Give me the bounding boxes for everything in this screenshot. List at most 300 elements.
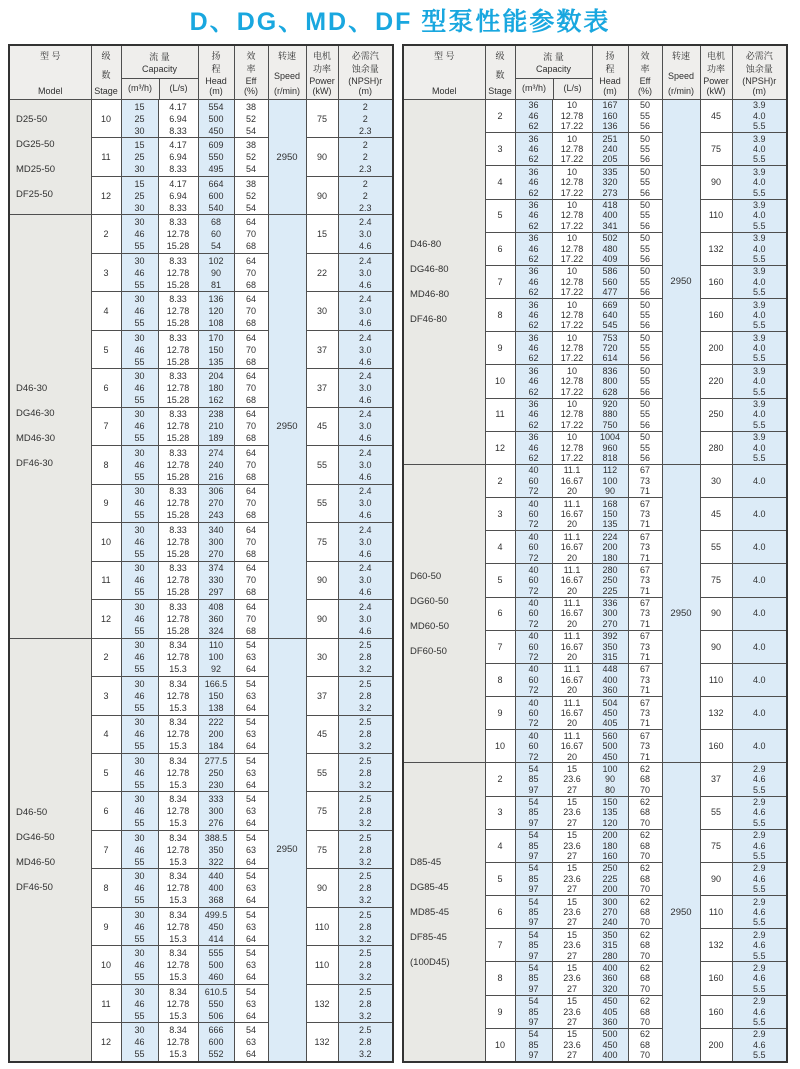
capacity-ls-cell: 11.1 16.67 20 (552, 531, 592, 564)
capacity-ls-cell: 10 12.78 17.22 (552, 100, 592, 133)
power-cell: 132 (306, 1023, 338, 1062)
stage-cell: 7 (91, 830, 121, 868)
npsh-cell: 2.5 2.8 3.2 (338, 946, 393, 984)
stage-cell: 6 (485, 232, 515, 265)
head-cell: 274 240 216 (198, 446, 234, 484)
col-header-speed: 转速 Speed (r/min) (662, 45, 700, 100)
model-name: D46-30 (16, 383, 48, 395)
npsh-cell: 3.9 4.0 5.5 (732, 365, 787, 398)
capacity-m3h-cell: 36 46 62 (515, 299, 552, 332)
head-cell: 418 400 341 (592, 199, 628, 232)
head-cell: 586 560 477 (592, 265, 628, 298)
pump-table-left (8, 44, 394, 1063)
stage-cell: 2 (485, 464, 515, 497)
head-cell: 610.5 550 506 (198, 984, 234, 1022)
capacity-ls-cell: 10 12.78 17.22 (552, 166, 592, 199)
stage-cell: 10 (485, 730, 515, 763)
stage-cell: 6 (91, 369, 121, 407)
speed-cell: 2950 (268, 100, 306, 215)
eff-cell: 50 55 56 (628, 299, 662, 332)
eff-cell: 64 70 68 (234, 292, 268, 330)
head-cell: 200 180 160 (592, 829, 628, 862)
capacity-m3h-cell: 54 85 97 (515, 796, 552, 829)
head-cell: 609 550 495 (198, 138, 234, 176)
capacity-m3h-cell: 36 46 62 (515, 332, 552, 365)
stage-cell: 2 (485, 763, 515, 796)
capacity-m3h-cell: 30 46 55 (121, 753, 158, 791)
power-cell: 250 (700, 398, 732, 431)
capacity-ls-cell: 8.34 12.78 15.3 (158, 792, 198, 830)
npsh-cell: 2.4 3.0 4.6 (338, 253, 393, 291)
power-cell: 37 (306, 330, 338, 368)
stage-cell: 8 (91, 869, 121, 907)
eff-cell: 50 55 56 (628, 232, 662, 265)
npsh-cell: 2.4 3.0 4.6 (338, 369, 393, 407)
header-row (403, 45, 787, 100)
head-cell: 408 360 324 (198, 600, 234, 638)
capacity-ls-cell: 4.17 6.94 8.33 (158, 100, 198, 138)
model-name: D46-50 (16, 806, 48, 818)
model-cell (403, 100, 485, 465)
npsh-cell: 2.4 3.0 4.6 (338, 484, 393, 522)
capacity-m3h-cell: 36 46 62 (515, 133, 552, 166)
stage-cell: 8 (485, 663, 515, 696)
head-cell: 554 500 450 (198, 100, 234, 138)
capacity-m3h-cell: 30 46 55 (121, 638, 158, 676)
eff-cell: 54 63 64 (234, 792, 268, 830)
eff-cell: 54 63 64 (234, 869, 268, 907)
npsh-cell: 2.9 4.6 5.5 (732, 796, 787, 829)
capacity-m3h-cell: 54 85 97 (515, 962, 552, 995)
capacity-m3h-cell: 40 60 72 (515, 464, 552, 497)
pump-spec-table (402, 44, 788, 1063)
eff-cell: 50 55 56 (628, 199, 662, 232)
model-cell (9, 638, 91, 1062)
capacity-ls-cell: 10 12.78 17.22 (552, 199, 592, 232)
stage-cell: 7 (91, 407, 121, 445)
eff-cell: 64 70 68 (234, 484, 268, 522)
col-header-speed: 转速 Speed (r/min) (268, 45, 306, 100)
stage-cell: 9 (91, 907, 121, 945)
head-cell: 280 250 225 (592, 564, 628, 597)
head-cell: 450 405 360 (592, 995, 628, 1028)
stage-cell: 2 (91, 215, 121, 253)
stage-cell: 10 (485, 1028, 515, 1062)
head-cell: 110 100 92 (198, 638, 234, 676)
model-name: D25-50 (16, 114, 48, 126)
pump-table-right (402, 44, 788, 1063)
npsh-cell: 4.0 (732, 663, 787, 696)
capacity-ls-cell: 15 23.6 27 (552, 896, 592, 929)
capacity-ls-cell: 8.34 12.78 15.3 (158, 946, 198, 984)
power-cell: 45 (306, 407, 338, 445)
eff-cell: 62 68 70 (628, 995, 662, 1028)
head-cell: 440 400 368 (198, 869, 234, 907)
capacity-ls-cell: 8.34 12.78 15.3 (158, 1023, 198, 1062)
model-name: MD60-50 (410, 620, 450, 632)
capacity-m3h-cell: 36 46 62 (515, 365, 552, 398)
capacity-ls-cell: 8.33 12.78 15.28 (158, 215, 198, 253)
model-name: D60-50 (410, 570, 442, 582)
col-header-capacity: 流 量 Capacity (m³/h) (L/s) (515, 45, 592, 100)
col-header-model: 型 号 Model (9, 45, 91, 100)
col-header-power: 电机 功率 Power (kW) (700, 45, 732, 100)
stage-cell: 3 (91, 253, 121, 291)
npsh-cell: 2.5 2.8 3.2 (338, 1023, 393, 1062)
power-cell: 280 (700, 431, 732, 464)
power-cell: 90 (306, 176, 338, 214)
power-cell: 45 (306, 715, 338, 753)
stage-cell: 7 (485, 929, 515, 962)
power-cell: 200 (700, 332, 732, 365)
power-cell: 132 (700, 232, 732, 265)
npsh-cell: 3.9 4.0 5.5 (732, 431, 787, 464)
power-cell: 220 (700, 365, 732, 398)
npsh-cell: 2 2 2.3 (338, 176, 393, 214)
col-header-ls: (L/s) (563, 83, 582, 93)
eff-cell: 54 63 64 (234, 753, 268, 791)
eff-cell: 64 70 68 (234, 523, 268, 561)
capacity-m3h-cell: 54 85 97 (515, 862, 552, 895)
col-header-ls: (L/s) (169, 83, 188, 93)
head-cell: 222 200 184 (198, 715, 234, 753)
head-cell: 502 480 409 (592, 232, 628, 265)
speed-cell: 2950 (662, 464, 700, 763)
eff-cell: 67 73 71 (628, 564, 662, 597)
stage-cell: 9 (485, 995, 515, 1028)
capacity-m3h-cell: 30 46 55 (121, 792, 158, 830)
power-cell: 75 (700, 133, 732, 166)
stage-cell: 7 (485, 630, 515, 663)
power-cell: 30 (700, 464, 732, 497)
head-cell: 753 720 614 (592, 332, 628, 365)
model-name: MD46-50 (16, 856, 56, 868)
capacity-m3h-cell: 30 46 55 (121, 715, 158, 753)
col-header-eff: 效 率 Eff (%) (234, 45, 268, 100)
power-cell: 110 (700, 199, 732, 232)
model-name: MD46-30 (16, 433, 56, 445)
eff-cell: 50 55 56 (628, 431, 662, 464)
stage-cell: 4 (485, 829, 515, 862)
capacity-ls-cell: 8.33 12.78 15.28 (158, 446, 198, 484)
head-cell: 224 200 180 (592, 531, 628, 564)
npsh-cell: 4.0 (732, 630, 787, 663)
head-cell: 168 150 135 (592, 498, 628, 531)
stage-cell: 2 (91, 638, 121, 676)
model-name: DG46-80 (410, 263, 449, 275)
power-cell: 132 (306, 984, 338, 1022)
stage-cell: 4 (91, 715, 121, 753)
stage-cell: 3 (485, 498, 515, 531)
eff-cell: 64 70 68 (234, 561, 268, 599)
stage-cell: 9 (485, 697, 515, 730)
power-cell: 55 (306, 446, 338, 484)
npsh-cell: 4.0 (732, 697, 787, 730)
npsh-cell: 4.0 (732, 531, 787, 564)
head-cell: 350 315 280 (592, 929, 628, 962)
eff-cell: 62 68 70 (628, 862, 662, 895)
eff-cell: 38 52 54 (234, 176, 268, 214)
capacity-ls-cell: 11.1 16.67 20 (552, 464, 592, 497)
capacity-ls-cell: 15 23.6 27 (552, 829, 592, 862)
stage-cell: 3 (91, 677, 121, 715)
head-cell: 150 135 120 (592, 796, 628, 829)
power-cell: 75 (700, 564, 732, 597)
stage-cell: 7 (485, 265, 515, 298)
eff-cell: 38 52 54 (234, 138, 268, 176)
capacity-ls-cell: 8.33 12.78 15.28 (158, 484, 198, 522)
head-cell: 250 225 200 (592, 862, 628, 895)
eff-cell: 50 55 56 (628, 100, 662, 133)
npsh-cell: 2.9 4.6 5.5 (732, 862, 787, 895)
pump-spec-table (8, 44, 394, 1063)
head-cell: 335 320 273 (592, 166, 628, 199)
capacity-ls-cell: 10 12.78 17.22 (552, 265, 592, 298)
npsh-cell: 2 2 2.3 (338, 100, 393, 138)
model-name: DF46-80 (410, 313, 447, 325)
stage-cell: 10 (91, 100, 121, 138)
tables-container (8, 44, 788, 1063)
capacity-ls-cell: 8.33 12.78 15.28 (158, 369, 198, 407)
eff-cell: 54 63 64 (234, 984, 268, 1022)
power-cell: 22 (306, 253, 338, 291)
capacity-ls-cell: 10 12.78 17.22 (552, 365, 592, 398)
npsh-cell: 2.5 2.8 3.2 (338, 907, 393, 945)
capacity-ls-cell: 8.34 12.78 15.3 (158, 830, 198, 868)
stage-cell: 10 (91, 523, 121, 561)
model-name: DF60-50 (410, 645, 447, 657)
power-cell: 45 (700, 100, 732, 133)
capacity-m3h-cell: 30 46 55 (121, 369, 158, 407)
head-cell: 499.5 450 414 (198, 907, 234, 945)
capacity-ls-cell: 15 23.6 27 (552, 862, 592, 895)
stage-cell: 5 (485, 564, 515, 597)
capacity-m3h-cell: 54 85 97 (515, 763, 552, 796)
capacity-m3h-cell: 30 46 55 (121, 292, 158, 330)
capacity-ls-cell: 11.1 16.67 20 (552, 597, 592, 630)
power-cell: 55 (700, 796, 732, 829)
capacity-m3h-cell: 30 46 55 (121, 523, 158, 561)
npsh-cell: 3.9 4.0 5.5 (732, 398, 787, 431)
model-cell (403, 464, 485, 763)
power-cell: 132 (700, 697, 732, 730)
model-name: DF46-30 (16, 458, 53, 470)
power-cell: 200 (700, 1028, 732, 1062)
capacity-m3h-cell: 54 85 97 (515, 829, 552, 862)
eff-cell: 67 73 71 (628, 663, 662, 696)
power-cell: 110 (306, 907, 338, 945)
head-cell: 400 360 320 (592, 962, 628, 995)
head-cell: 504 450 405 (592, 697, 628, 730)
npsh-cell: 2.9 4.6 5.5 (732, 896, 787, 929)
capacity-m3h-cell: 15 25 30 (121, 138, 158, 176)
speed-cell: 2950 (268, 638, 306, 1062)
eff-cell: 54 63 64 (234, 638, 268, 676)
model-cell (9, 215, 91, 638)
capacity-m3h-cell: 30 46 55 (121, 215, 158, 253)
eff-cell: 50 55 56 (628, 265, 662, 298)
eff-cell: 64 70 68 (234, 253, 268, 291)
power-cell: 75 (306, 830, 338, 868)
capacity-m3h-cell: 30 46 55 (121, 946, 158, 984)
capacity-ls-cell: 8.33 12.78 15.28 (158, 600, 198, 638)
page-title: D、DG、MD、DF 型泵性能参数表 (189, 8, 611, 36)
power-cell: 75 (306, 792, 338, 830)
power-cell: 45 (700, 498, 732, 531)
col-header-power: 电机 功率 Power (kW) (306, 45, 338, 100)
eff-cell: 62 68 70 (628, 763, 662, 796)
power-cell: 90 (700, 862, 732, 895)
head-cell: 448 400 360 (592, 663, 628, 696)
npsh-cell: 3.9 4.0 5.5 (732, 232, 787, 265)
model-name: MD25-50 (16, 164, 56, 176)
npsh-cell: 2.4 3.0 4.6 (338, 407, 393, 445)
capacity-ls-cell: 8.34 12.78 15.3 (158, 753, 198, 791)
power-cell: 15 (306, 215, 338, 253)
npsh-cell: 2.9 4.6 5.5 (732, 995, 787, 1028)
eff-cell: 64 70 68 (234, 407, 268, 445)
power-cell: 160 (700, 299, 732, 332)
capacity-m3h-cell: 36 46 62 (515, 398, 552, 431)
head-cell: 204 180 162 (198, 369, 234, 407)
model-name: DG25-50 (16, 139, 55, 151)
stage-cell: 9 (485, 332, 515, 365)
capacity-m3h-cell: 30 46 55 (121, 600, 158, 638)
stage-cell: 12 (91, 600, 121, 638)
capacity-ls-cell: 8.33 12.78 15.28 (158, 292, 198, 330)
capacity-m3h-cell: 30 46 55 (121, 446, 158, 484)
head-cell: 920 880 750 (592, 398, 628, 431)
power-cell: 90 (306, 138, 338, 176)
capacity-m3h-cell: 40 60 72 (515, 630, 552, 663)
head-cell: 166.5 150 138 (198, 677, 234, 715)
stage-row (403, 100, 787, 133)
stage-cell: 6 (485, 896, 515, 929)
model-name: DG46-50 (16, 831, 55, 843)
capacity-m3h-cell: 30 46 55 (121, 407, 158, 445)
npsh-cell: 3.9 4.0 5.5 (732, 299, 787, 332)
eff-cell: 54 63 64 (234, 1023, 268, 1062)
capacity-m3h-cell: 30 46 55 (121, 561, 158, 599)
npsh-cell: 2.9 4.6 5.5 (732, 929, 787, 962)
capacity-ls-cell: 8.33 12.78 15.28 (158, 523, 198, 561)
power-cell: 30 (306, 292, 338, 330)
head-cell: 102 90 81 (198, 253, 234, 291)
capacity-m3h-cell: 54 85 97 (515, 896, 552, 929)
npsh-cell: 2.9 4.6 5.5 (732, 763, 787, 796)
capacity-ls-cell: 8.33 12.78 15.28 (158, 330, 198, 368)
eff-cell: 54 63 64 (234, 715, 268, 753)
npsh-cell: 2 2 2.3 (338, 138, 393, 176)
eff-cell: 62 68 70 (628, 829, 662, 862)
eff-cell: 62 68 70 (628, 929, 662, 962)
eff-cell: 54 63 64 (234, 830, 268, 868)
eff-cell: 62 68 70 (628, 1028, 662, 1062)
capacity-ls-cell: 15 23.6 27 (552, 929, 592, 962)
eff-cell: 67 73 71 (628, 730, 662, 763)
power-cell: 30 (306, 638, 338, 676)
head-cell: 1004 960 818 (592, 431, 628, 464)
capacity-m3h-cell: 15 25 30 (121, 100, 158, 138)
model-name: DG60-50 (410, 595, 449, 607)
npsh-cell: 2.5 2.8 3.2 (338, 984, 393, 1022)
stage-cell: 5 (91, 330, 121, 368)
col-header-npsh: 必需汽 蚀余量 (NPSH)r (m) (732, 45, 787, 100)
power-cell: 75 (306, 523, 338, 561)
eff-cell: 54 63 64 (234, 907, 268, 945)
power-cell: 55 (306, 484, 338, 522)
capacity-m3h-cell: 40 60 72 (515, 663, 552, 696)
capacity-m3h-cell: 40 60 72 (515, 498, 552, 531)
capacity-m3h-cell: 36 46 62 (515, 265, 552, 298)
stage-cell: 8 (485, 962, 515, 995)
head-cell: 167 160 136 (592, 100, 628, 133)
stage-cell: 10 (91, 946, 121, 984)
npsh-cell: 2.5 2.8 3.2 (338, 753, 393, 791)
stage-cell: 3 (485, 796, 515, 829)
power-cell: 110 (306, 946, 338, 984)
capacity-m3h-cell: 30 46 55 (121, 677, 158, 715)
stage-cell: 5 (485, 862, 515, 895)
power-cell: 90 (700, 630, 732, 663)
head-cell: 300 270 240 (592, 896, 628, 929)
stage-cell: 11 (91, 984, 121, 1022)
model-name: DG85-45 (410, 881, 449, 893)
head-cell: 392 350 315 (592, 630, 628, 663)
model-name: (100D45) (410, 956, 450, 968)
eff-cell: 54 63 64 (234, 946, 268, 984)
capacity-ls-cell: 8.34 12.78 15.3 (158, 984, 198, 1022)
capacity-m3h-cell: 15 25 30 (121, 176, 158, 214)
model-cell (9, 100, 91, 215)
eff-cell: 62 68 70 (628, 796, 662, 829)
header-row (9, 45, 393, 100)
capacity-ls-cell: 4.17 6.94 8.33 (158, 138, 198, 176)
npsh-cell: 2.4 3.0 4.6 (338, 330, 393, 368)
npsh-cell: 2.9 4.6 5.5 (732, 962, 787, 995)
eff-cell: 62 68 70 (628, 896, 662, 929)
capacity-m3h-cell: 40 60 72 (515, 597, 552, 630)
stage-cell: 8 (91, 446, 121, 484)
model-name: DF25-50 (16, 189, 53, 201)
model-cell (403, 763, 485, 1062)
capacity-ls-cell: 10 12.78 17.22 (552, 332, 592, 365)
capacity-ls-cell: 10 12.78 17.22 (552, 431, 592, 464)
power-cell: 37 (306, 369, 338, 407)
capacity-m3h-cell: 36 46 62 (515, 199, 552, 232)
capacity-ls-cell: 15 23.6 27 (552, 796, 592, 829)
speed-cell: 2950 (662, 763, 700, 1062)
power-cell: 37 (700, 763, 732, 796)
stage-cell: 6 (91, 792, 121, 830)
power-cell: 55 (700, 531, 732, 564)
npsh-cell: 4.0 (732, 597, 787, 630)
eff-cell: 38 52 54 (234, 100, 268, 138)
col-header-eff: 效 率 Eff (%) (628, 45, 662, 100)
stage-cell: 6 (485, 597, 515, 630)
stage-cell: 12 (91, 176, 121, 214)
head-cell: 388.5 350 322 (198, 830, 234, 868)
power-cell: 132 (700, 929, 732, 962)
col-header-head: 扬 程 Head (m) (198, 45, 234, 100)
eff-cell: 50 55 56 (628, 133, 662, 166)
capacity-ls-cell: 11.1 16.67 20 (552, 498, 592, 531)
capacity-m3h-cell: 54 85 97 (515, 929, 552, 962)
stage-row (9, 100, 393, 138)
capacity-ls-cell: 11.1 16.67 20 (552, 730, 592, 763)
head-cell: 500 450 400 (592, 1028, 628, 1062)
capacity-ls-cell: 10 12.78 17.22 (552, 299, 592, 332)
